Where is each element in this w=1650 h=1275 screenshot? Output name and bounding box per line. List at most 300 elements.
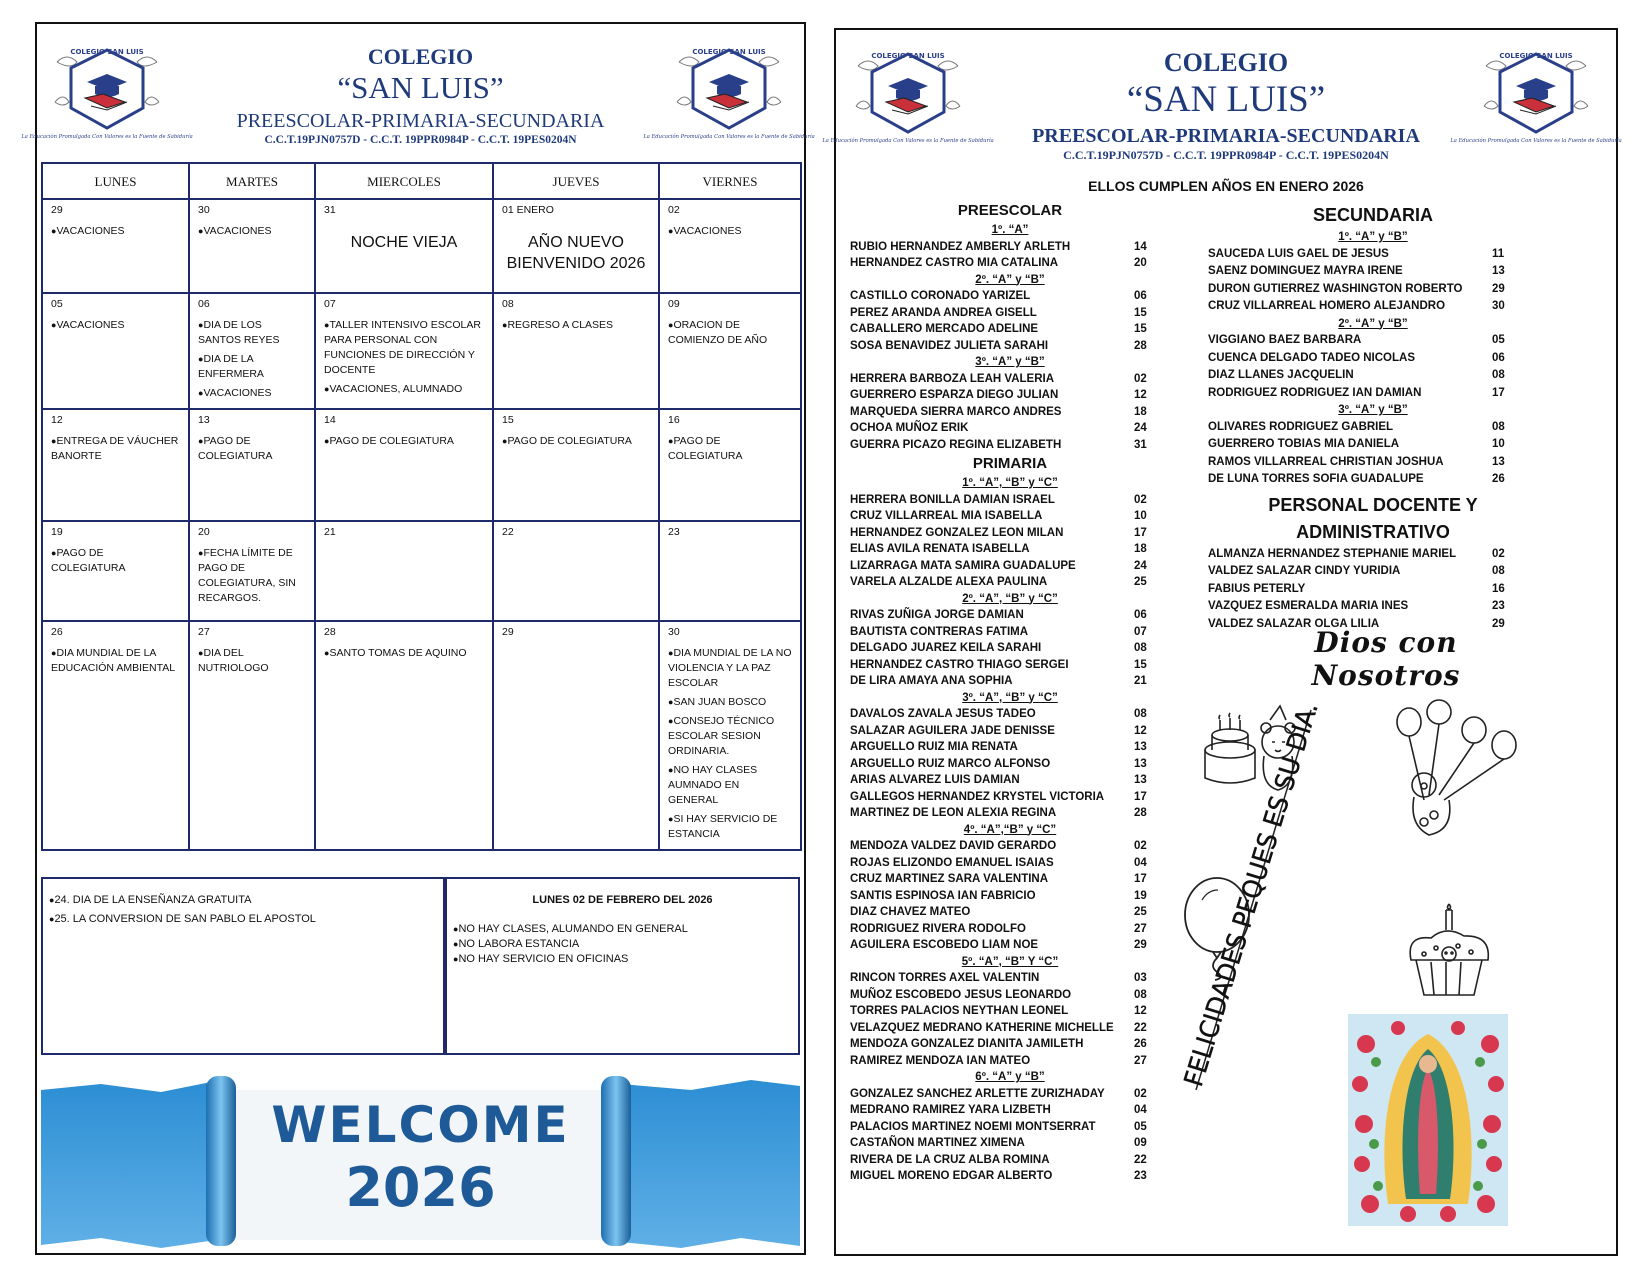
- day-event: ● DIA MUNDIAL DE LA NO VIOLENCIA Y LA PAZ ESCOLAR: [668, 646, 792, 691]
- student-name: SAUCEDA LUIS GAEL DE JESUS: [1208, 247, 1389, 260]
- group-heading: 1º. “A”: [991, 224, 1029, 236]
- student-name: RODRIGUEZ RIVERA RODOLFO: [850, 922, 1026, 935]
- student-name: SANTIS ESPINOSA IAN FABRICIO: [850, 889, 1036, 902]
- group-heading: 6º. “A” y “B”: [975, 1071, 1045, 1083]
- day-number: 30: [668, 626, 680, 638]
- student-name: DIAZ LLANES JACQUELIN: [1208, 369, 1354, 381]
- birthday-day: 25: [1134, 906, 1147, 918]
- birthday-day: 27: [1134, 922, 1147, 935]
- birthday-day: 03: [1134, 972, 1147, 984]
- student-name: GUERRERO ESPARZA DIEGO JULIAN: [850, 389, 1059, 401]
- calendar-day: [189, 199, 315, 293]
- day-number: 26: [51, 626, 63, 638]
- school-name: “SAN LUIS”: [337, 70, 504, 105]
- birthday-row: [850, 305, 1170, 322]
- birthday-row: [850, 288, 1170, 305]
- section-heading: SECUNDARIA: [1312, 205, 1433, 225]
- birthday-day: 20: [1134, 257, 1147, 269]
- day-number: 23: [668, 526, 680, 538]
- birthdays-title: ELLOS CUMPLEN AÑOS EN ENERO 2026: [1088, 178, 1364, 194]
- birthday-day: 04: [1134, 1104, 1147, 1116]
- clown-balloons-icon: [1384, 700, 1524, 840]
- student-name: VARELA ALZALDE ALEXA PAULINA: [850, 576, 1048, 588]
- student-name: DE LIRA AMAYA ANA SOPHIA: [850, 675, 1013, 687]
- birthday-day: 22: [1134, 1021, 1147, 1034]
- birthday-day: 23: [1492, 600, 1505, 612]
- note-item: ● 25. LA CONVERSION DE SAN PABLO EL APOSTOL: [49, 912, 437, 927]
- birthday-row: [850, 492, 1170, 509]
- birthday-row: [850, 541, 1170, 558]
- student-name: RUBIO HERNANDEZ AMBERLY ARLETH: [850, 240, 1071, 253]
- birthday-row: [1208, 350, 1538, 368]
- birthday-day: 08: [1134, 642, 1147, 654]
- day-event: ● VACACIONES: [198, 386, 306, 401]
- cupcake-icon: [1396, 900, 1506, 1010]
- student-name: DE LUNA TORRES SOFIA GUADALUPE: [1208, 473, 1424, 485]
- day-event: ● DIA DE LOS SANTOS REYES: [198, 318, 306, 348]
- welcome-banner: [41, 1070, 800, 1253]
- calendar-week: [42, 409, 801, 521]
- day-number: 16: [668, 414, 680, 426]
- birthday-row: [850, 1119, 1170, 1136]
- day-event: ● VACACIONES: [198, 224, 306, 239]
- day-event: ● PAGO DE COLEGIATURA: [51, 546, 180, 576]
- student-name: MARTINEZ DE LEON ALEXIA REGINA: [850, 807, 1057, 819]
- student-name: GALLEGOS HERNANDEZ KRYSTEL VICTORIA: [850, 790, 1105, 803]
- group-heading: 1º. “A” y “B”: [1338, 231, 1408, 243]
- day-event: ● NO HAY CLASES AUMNADO EN GENERAL: [668, 763, 792, 808]
- birthday-row: [850, 239, 1170, 256]
- day-number: 29: [51, 204, 63, 216]
- birthday-day: 13: [1134, 774, 1147, 786]
- student-name: ELIAS AVILA RENATA ISABELLA: [850, 543, 1030, 555]
- birthday-day: 17: [1492, 386, 1505, 399]
- note-item: ● NO LABORA ESTANCIA: [453, 937, 792, 952]
- day-number: 05: [51, 298, 63, 310]
- birthday-day: 31: [1134, 438, 1147, 451]
- birthday-day: 22: [1134, 1153, 1147, 1166]
- student-name: SOSA BENAVIDEZ JULIETA SARAHI: [850, 339, 1049, 352]
- student-name: VALDEZ SALAZAR OLGA LILIA: [1208, 617, 1380, 630]
- student-name: ALMANZA HERNANDEZ STEPHANIE MARIEL: [1208, 547, 1457, 560]
- day-number: 27: [198, 626, 210, 638]
- birthday-day: 13: [1134, 741, 1147, 753]
- birthday-row: [850, 624, 1170, 641]
- student-name: CRUZ VILLARREAL MIA ISABELLA: [850, 510, 1043, 522]
- group-heading: 2º. “A”, “B” y “C”: [962, 592, 1058, 605]
- birthday-row: [1208, 546, 1538, 564]
- school-name-line1: COLEGIO: [367, 44, 474, 69]
- birthday-day: 10: [1492, 438, 1505, 450]
- calendar-day: [315, 521, 493, 621]
- student-name: CASTILLO CORONADO YARIZEL: [850, 290, 1031, 302]
- student-name: ARIAS ALVAREZ LUIS DAMIAN: [850, 774, 1020, 786]
- day-number: 29: [502, 626, 514, 638]
- day-event: ● SAN JUAN BOSCO: [668, 695, 792, 710]
- student-name: OLIVARES RODRIGUEZ GABRIEL: [1208, 420, 1394, 433]
- student-name: GUERRERO TOBIAS MIA DANIELA: [1208, 438, 1400, 450]
- birthday-row: [850, 1168, 1170, 1185]
- birthday-day: 17: [1134, 873, 1147, 885]
- birthday-row: [850, 420, 1170, 437]
- day-number: 06: [198, 298, 210, 310]
- birthday-day: 02: [1134, 840, 1147, 852]
- banner-word: WELCOME: [271, 1096, 570, 1154]
- birthday-row: [1208, 598, 1538, 616]
- note-item: ● NO HAY CLASES, ALUMANDO EN GENERAL: [453, 922, 792, 937]
- birthday-day: 17: [1134, 790, 1147, 803]
- student-name: ROJAS ELIZONDO EMANUEL ISAIAS: [850, 856, 1054, 869]
- birthday-row: [850, 607, 1170, 624]
- birthday-day: 09: [1134, 1137, 1147, 1149]
- calendar-day: [493, 621, 659, 850]
- day-number: 14: [324, 414, 336, 426]
- birthday-day: 11: [1492, 247, 1505, 260]
- day-event: ● SANTO TOMAS DE AQUINO: [324, 646, 484, 661]
- day-highlight: AÑO NUEVO BIENVENIDO 2026: [506, 234, 646, 272]
- birthday-day: 06: [1492, 351, 1505, 364]
- birthday-day: 12: [1134, 389, 1147, 401]
- student-name: VELAZQUEZ MEDRANO KATHERINE MICHELLE: [850, 1021, 1114, 1034]
- birthday-row: [850, 437, 1170, 454]
- svg-text:COLEGIO SAN LUIS: COLEGIO SAN LUIS: [871, 52, 945, 60]
- day-event: ● VACACIONES: [668, 224, 792, 239]
- birthday-day: 24: [1134, 559, 1147, 572]
- calendar-day: [659, 621, 801, 850]
- student-name: RAMOS VILLARREAL CHRISTIAN JOSHUA: [1208, 455, 1444, 468]
- day-event: ● DIA MUNDIAL DE LA EDUCACIÓN AMBIENTAL: [51, 646, 180, 676]
- student-name: CUENCA DELGADO TADEO NICOLAS: [1208, 351, 1415, 364]
- student-name: HERRERA BARBOZA LEAH VALERIA: [850, 372, 1055, 385]
- calendar-grid: [41, 162, 802, 851]
- notes-section: [41, 877, 800, 1055]
- calendar-day: [493, 521, 659, 621]
- school-cct: C.C.T.19PJN0757D - C.C.T. 19PPR0984P - C.C.T. 19PES0204N: [1063, 148, 1389, 162]
- birthday-day: 13: [1134, 757, 1147, 770]
- birthday-row: [850, 508, 1170, 525]
- day-number: 07: [324, 298, 336, 310]
- student-name: MARQUEDA SIERRA MARCO ANDRES: [850, 405, 1062, 418]
- student-name: VAZQUEZ ESMERALDA MARIA INES: [1208, 600, 1409, 612]
- student-name: DURON GUTIERREZ WASHINGTON ROBERTO: [1208, 282, 1463, 295]
- birthday-row: [850, 338, 1170, 355]
- birthday-day: 15: [1134, 323, 1147, 335]
- student-name: RIVERA DE LA CRUZ ALBA ROMINA: [850, 1153, 1050, 1166]
- birthday-row: [1208, 263, 1538, 281]
- notes-right-title: LUNES 02 DE FEBRERO DEL 2026: [532, 894, 713, 906]
- birthday-row: [850, 558, 1170, 575]
- day-event: ● PAGO DE COLEGIATURA: [502, 434, 650, 449]
- birthday-day: 12: [1134, 1005, 1147, 1017]
- day-event: ● ENTREGA DE VÁUCHER BANORTE: [51, 434, 180, 464]
- birthday-row: [850, 1152, 1170, 1169]
- day-event: ● FECHA LÍMITE DE PAGO DE COLEGIATURA, SIN RECARGOS.: [198, 546, 306, 606]
- birthday-row: [850, 404, 1170, 421]
- calendar-day: [659, 293, 801, 409]
- section-heading: PRIMARIA: [972, 455, 1048, 472]
- day-event: ● VACACIONES: [51, 318, 180, 333]
- svg-text:La Educación Promulgada Con Va: La Educación Promulgada Con Valores es la Fuente de Sabiduría: [1450, 138, 1622, 144]
- birthday-day: 25: [1134, 576, 1147, 588]
- student-name: DELGADO JUAREZ KEILA SARAHI: [850, 642, 1042, 654]
- svg-text:COLEGIO SAN LUIS: COLEGIO SAN LUIS: [1499, 52, 1573, 60]
- school-header: [21, 24, 815, 164]
- birthday-row: [1208, 332, 1538, 350]
- day-number: 28: [324, 626, 336, 638]
- birthday-page: [822, 28, 1622, 1256]
- student-name: BAUTISTA CONTRERAS FATIMA: [850, 625, 1029, 638]
- svg-text:La Educación Promulgada Con Va: La Educación Promulgada Con Valores es la Fuente de Sabiduría: [21, 134, 193, 140]
- calendar-day: [42, 521, 189, 621]
- calendar-week: [42, 293, 801, 409]
- day-event: ● VACACIONES, ALUMNADO: [324, 382, 484, 397]
- birthday-day: 15: [1134, 306, 1147, 319]
- calendar-day: [315, 199, 493, 293]
- birthday-day: 05: [1134, 1120, 1147, 1133]
- student-name: PALACIOS MARTINEZ NOEMI MONTSERRAT: [850, 1120, 1096, 1133]
- student-name: PEREZ ARANDA ANDREA GISELL: [850, 306, 1037, 319]
- student-name: SALAZAR AGUILERA JADE DENISSE: [850, 724, 1055, 737]
- birthday-row: [1208, 581, 1538, 599]
- school-cct: C.C.T.19PJN0757D - C.C.T. 19PPR0984P - C.C.T. 19PES0204N: [264, 134, 577, 146]
- student-name: HERNANDEZ GONZALEZ LEON MILAN: [850, 526, 1064, 539]
- birthday-day: 30: [1492, 300, 1505, 312]
- birthday-day: 06: [1134, 609, 1147, 621]
- student-name: HERNANDEZ CASTRO THIAGO SERGEI: [850, 658, 1069, 671]
- birthday-row: [1208, 419, 1538, 437]
- student-name: GONZALEZ SANCHEZ ARLETTE ZURIZHADAY: [850, 1087, 1105, 1100]
- virgin-of-guadalupe-image: [1348, 1014, 1508, 1226]
- school-name: “SAN LUIS”: [1126, 79, 1326, 120]
- student-name: CASTAÑON MARTINEZ XIMENA: [850, 1137, 1025, 1149]
- birthday-day: 06: [1134, 290, 1147, 302]
- day-event: ● ORACION DE COMIENZO DE AÑO: [668, 318, 792, 348]
- weekday-header: VIERNES: [659, 163, 801, 199]
- birthday-day: 26: [1134, 1038, 1147, 1050]
- day-event: ● REGRESO A CLASES: [502, 318, 650, 333]
- calendar-day: [189, 293, 315, 409]
- student-name: RAMIREZ MENDOZA IAN MATEO: [850, 1054, 1031, 1067]
- student-name: DAVALOS ZAVALA JESUS TADEO: [850, 708, 1036, 720]
- calendar-day: [42, 293, 189, 409]
- calendar-day: [315, 621, 493, 850]
- birthday-day: 17: [1134, 526, 1147, 539]
- birthday-row: [850, 321, 1170, 338]
- student-name: SAENZ DOMINGUEZ MAYRA IRENE: [1208, 265, 1403, 277]
- birthday-day: 04: [1134, 856, 1147, 869]
- calendar-day: [315, 293, 493, 409]
- birthday-row: [1208, 385, 1538, 403]
- group-heading: 3º. “A”, “B” y “C”: [962, 691, 1058, 704]
- birthday-day: 18: [1134, 405, 1147, 418]
- calendar-day: [315, 409, 493, 521]
- day-number: 09: [668, 298, 680, 310]
- birthday-day: 28: [1134, 339, 1147, 352]
- birthday-row: [850, 673, 1170, 690]
- birthday-day: 07: [1134, 625, 1147, 638]
- student-name: MEDRANO RAMIREZ YARA LIZBETH: [850, 1104, 1051, 1116]
- day-number: 01 ENERO: [502, 204, 554, 216]
- day-number: 21: [324, 526, 336, 538]
- student-name: ARGUELLO RUIZ MARCO ALFONSO: [850, 757, 1051, 770]
- student-name: CABALLERO MERCADO ADELINE: [850, 323, 1039, 335]
- birthday-row: [1208, 281, 1538, 299]
- day-event: ● PAGO DE COLEGIATURA: [324, 434, 484, 449]
- calendar-day: [42, 199, 189, 293]
- student-name: HERNANDEZ CASTRO MIA CATALINA: [850, 257, 1059, 269]
- birthday-day: 02: [1134, 493, 1147, 506]
- weekday-header: JUEVES: [493, 163, 659, 199]
- calendar-page: [21, 22, 815, 1255]
- birthday-day: 12: [1134, 724, 1147, 737]
- calendar-day: [659, 199, 801, 293]
- student-name: MIGUEL MORENO EDGAR ALBERTO: [850, 1170, 1053, 1182]
- student-name: FABIUS PETERLY: [1208, 582, 1306, 595]
- section-heading: PERSONAL DOCENTE Y ADMINISTRATIVO: [1268, 494, 1478, 542]
- birthday-day: 28: [1134, 807, 1147, 819]
- svg-text:COLEGIO SAN LUIS: COLEGIO SAN LUIS: [70, 48, 144, 56]
- birthday-row: [850, 387, 1170, 404]
- school-header: [822, 30, 1622, 170]
- birthday-row: [1208, 563, 1538, 581]
- student-name: GUERRA PICAZO REGINA ELIZABETH: [850, 438, 1062, 451]
- note-item: ● 24. DIA DE LA ENSEÑANZA GRATUITA: [49, 893, 437, 908]
- birthday-day: 08: [1492, 420, 1505, 433]
- day-number: 19: [51, 526, 63, 538]
- svg-text:La Educación Promulgada Con Va: La Educación Promulgada Con Valores es la Fuente de Sabiduría: [822, 138, 994, 144]
- day-number: 31: [324, 204, 336, 216]
- birthday-row: [1208, 367, 1538, 385]
- birthday-day: 13: [1492, 265, 1505, 277]
- notes-right: [445, 877, 800, 1055]
- student-name: CRUZ VILLARREAL HOMERO ALEJANDRO: [1208, 300, 1446, 312]
- svg-text:La Educación Promulgada Con Va: La Educación Promulgada Con Valores es la Fuente de Sabiduría: [643, 134, 815, 140]
- birthday-day: 29: [1134, 939, 1147, 951]
- calendar-week: [42, 621, 801, 850]
- birthday-day: 08: [1492, 369, 1505, 381]
- birthday-day: 24: [1134, 422, 1147, 434]
- birthday-day: 08: [1134, 708, 1147, 720]
- group-heading: 2º. “A” y “B”: [975, 273, 1045, 286]
- day-event: ● PAGO DE COLEGIATURA: [668, 434, 792, 464]
- motto: Dios con Nosotros: [1311, 626, 1461, 692]
- birthday-row: [1208, 471, 1538, 489]
- birthday-day: 02: [1492, 547, 1505, 560]
- calendar-day: [189, 409, 315, 521]
- student-name: VIGGIANO BAEZ BARBARA: [1208, 334, 1362, 346]
- day-event: ● DIA DE LA ENFERMERA: [198, 352, 306, 382]
- student-name: RINCON TORRES AXEL VALENTIN: [850, 972, 1040, 984]
- student-name: MENDOZA GONZALEZ DIANITA JAMILETH: [850, 1038, 1084, 1050]
- birthday-day: 05: [1492, 334, 1505, 346]
- birthday-row: [1208, 246, 1538, 264]
- weekday-header: LUNES: [42, 163, 189, 199]
- day-number: 12: [51, 414, 63, 426]
- birthday-day: 02: [1134, 1087, 1147, 1100]
- birthday-row: [850, 574, 1170, 591]
- student-name: CRUZ MARTINEZ SARA VALENTINA: [850, 873, 1049, 885]
- birthday-day: 18: [1134, 543, 1147, 555]
- student-name: TORRES PALACIOS NEYTHAN LEONEL: [850, 1005, 1069, 1017]
- student-name: ARGUELLO RUIZ MIA RENATA: [850, 741, 1018, 753]
- day-number: 02: [668, 204, 680, 216]
- student-name: VALDEZ SALAZAR CINDY YURIDIA: [1208, 565, 1401, 577]
- day-event: ● DIA DEL NUTRIOLOGO: [198, 646, 306, 676]
- school-levels: PREESCOLAR-PRIMARIA-SECUNDARIA: [236, 110, 605, 132]
- day-highlight: NOCHE VIEJA: [350, 234, 458, 251]
- birthday-row: [850, 657, 1170, 674]
- birthdays-right-column: [1208, 202, 1538, 633]
- birthday-row: [850, 371, 1170, 388]
- birthday-row: [850, 525, 1170, 542]
- calendar-day: [189, 521, 315, 621]
- school-levels: PREESCOLAR-PRIMARIA-SECUNDARIA: [1032, 125, 1420, 147]
- group-heading: 2º. “A” y “B”: [1338, 317, 1408, 330]
- student-name: MUÑOZ ESCOBEDO JESUS LEONARDO: [850, 988, 1072, 1001]
- student-name: DIAZ CHAVEZ MATEO: [850, 906, 971, 918]
- birthday-day: 29: [1492, 617, 1505, 630]
- school-name-line1: COLEGIO: [1163, 48, 1289, 77]
- calendar-day: [659, 521, 801, 621]
- birthday-row: [1208, 454, 1538, 472]
- weekday-header: MARTES: [189, 163, 315, 199]
- birthday-row: [1208, 436, 1538, 454]
- birthday-day: 15: [1134, 658, 1147, 671]
- group-heading: 3º. “A” y “B”: [1338, 404, 1408, 416]
- student-name: MENDOZA VALDEZ DAVID GERARDO: [850, 840, 1057, 852]
- birthday-row: [1208, 298, 1538, 316]
- notes-left: [41, 877, 445, 1055]
- birthday-day: 27: [1134, 1054, 1147, 1067]
- calendar-day: [493, 293, 659, 409]
- calendar-day: [493, 409, 659, 521]
- student-name: AGUILERA ESCOBEDO LIAM NOE: [850, 939, 1039, 951]
- day-event: ● TALLER INTENSIVO ESCOLAR PARA PERSONAL CON FUNCIONES DE DIRECCIÓN Y DOCENTE: [324, 318, 484, 378]
- student-name: RODRIGUEZ RODRIGUEZ IAN DAMIAN: [1208, 386, 1422, 399]
- calendar-week: [42, 521, 801, 621]
- day-number: 30: [198, 204, 210, 216]
- student-name: RIVAS ZUÑIGA JORGE DAMIAN: [850, 609, 1024, 621]
- calendar-day: [189, 621, 315, 850]
- birthday-day: 26: [1492, 473, 1505, 485]
- day-event: ● VACACIONES: [51, 224, 180, 239]
- day-number: 15: [502, 414, 514, 426]
- group-heading: 4º. “A”,“B” y “C”: [963, 823, 1057, 836]
- birthday-day: 08: [1134, 988, 1147, 1001]
- birthday-day: 10: [1134, 510, 1147, 522]
- calendar-day: [42, 621, 189, 850]
- group-heading: 1º. “A”, “B” y “C”: [962, 477, 1058, 489]
- calendar-day: [42, 409, 189, 521]
- day-number: 13: [198, 414, 210, 426]
- group-heading: 3º. “A” y “B”: [975, 356, 1045, 368]
- group-heading: 5º. “A”, “B” Y “C”: [961, 955, 1059, 968]
- birthday-day: 16: [1492, 582, 1505, 595]
- greeting: FELICIDADES PEQUES ES SU DIA.: [1179, 671, 1334, 1091]
- calendar-day: [659, 409, 801, 521]
- day-event: ● PAGO DE COLEGIATURA: [198, 434, 306, 464]
- day-number: 20: [198, 526, 210, 538]
- day-number: 08: [502, 298, 514, 310]
- birthday-day: 14: [1134, 240, 1147, 253]
- weekday-header: MIERCOLES: [315, 163, 493, 199]
- birthday-day: 21: [1134, 675, 1147, 687]
- calendar-week: [42, 199, 801, 293]
- birthday-day: 29: [1492, 282, 1505, 295]
- calendar-day: [493, 199, 659, 293]
- student-name: HERRERA BONILLA DAMIAN ISRAEL: [850, 493, 1055, 506]
- birthday-day: 13: [1492, 455, 1505, 468]
